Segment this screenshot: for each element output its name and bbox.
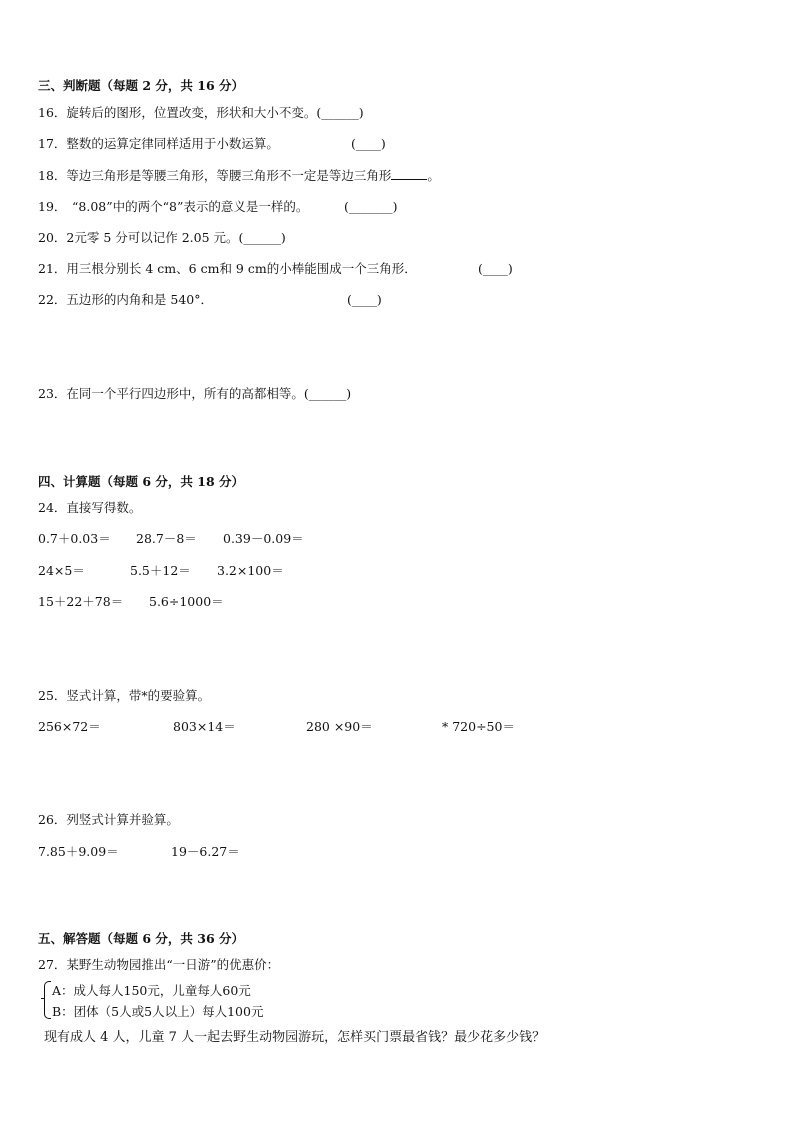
section-5-heading: 五、解答题（每题 6 分，共 36 分）: [38, 931, 245, 946]
answer-blank-suffix: 。: [427, 168, 440, 183]
answer-paren-22: (____): [347, 292, 382, 307]
question-27-title: 27．某野生动物园推出“一日游”的优惠价：: [38, 957, 280, 972]
question-22: [38, 292, 213, 308]
question-number: 22．: [38, 292, 67, 307]
question-text: 2元零 5 分可以记作 2.05 元。: [66, 230, 239, 245]
answer-paren: (______): [316, 105, 364, 120]
answer-paren: (______): [303, 386, 352, 401]
question-number: 18．: [38, 168, 67, 183]
question-16: [38, 105, 364, 121]
calc-item: 19－6.27＝: [171, 844, 240, 859]
answer-paren-21: (____): [478, 261, 513, 276]
calc-item: * 720÷50＝: [442, 719, 515, 734]
brace-tip: [41, 998, 45, 999]
question-number: 16．: [38, 105, 67, 120]
question-21: [38, 261, 417, 277]
question-number: 21．: [38, 261, 67, 276]
calc-item: 24×5＝: [38, 563, 85, 578]
option-b: B：团体（5人或5人以上）每人100元: [52, 1004, 264, 1019]
answer-blank: [391, 168, 427, 180]
question-text: 在同一个平行四边形中，所有的高都相等。: [66, 386, 304, 401]
calc-item: 28.7－8＝: [136, 531, 197, 546]
brace-icon: [44, 981, 51, 1019]
calc-item: 15＋22＋78＝: [38, 594, 124, 609]
question-26-title: 26．列竖式计算并验算。: [38, 812, 179, 827]
question-19: [38, 199, 66, 215]
answer-paren-17: (____): [351, 136, 386, 151]
question-number: 20．: [38, 230, 67, 245]
answer-paren-19: (_______): [344, 199, 398, 214]
answer-paren: (______): [238, 230, 286, 245]
question-25-title: 25．竖式计算，带*的要验算。: [38, 688, 211, 703]
question-text: 用三根分别长 4 cm、6 cm和 9 cm的小棒能围成一个三角形．: [66, 261, 417, 276]
question-number: 17．: [38, 136, 67, 151]
calc-item: 256×72＝: [38, 719, 101, 734]
question-18: [38, 168, 440, 184]
calc-item: 803×14＝: [173, 719, 236, 734]
question-20: [38, 230, 286, 246]
question-24-title: 24．直接写得数。: [38, 500, 142, 515]
calc-item: 3.2×100＝: [217, 563, 284, 578]
question-17: [38, 136, 279, 152]
option-a: A：成人每人150元，儿童每人60元: [52, 983, 251, 998]
question-number: 23．: [38, 386, 67, 401]
question-text: 整数的运算定律同样适用于小数运算。: [66, 136, 279, 151]
section-4-heading: 四、计算题（每题 6 分，共 18 分）: [38, 474, 245, 489]
question-23: [38, 386, 351, 402]
question-number: 19．: [38, 199, 67, 214]
question-text-19: “8.08”中的两个“8”表示的意义是一样的。: [72, 199, 309, 214]
question-text: 等边三角形是等腰三角形，等腰三角形不一定是等边三角形: [66, 168, 392, 183]
section-3-heading: 三、判断题（每题 2 分，共 16 分）: [38, 78, 245, 93]
calc-item: 5.5＋12＝: [130, 563, 191, 578]
calc-item: 5.6÷1000＝: [149, 594, 224, 609]
question-27-text: 现有成人 4 人，儿童 7 人一起去野生动物园游玩，怎样买门票最省钱？最少花多少钱？: [44, 1030, 546, 1045]
calc-item: 0.7＋0.03＝: [38, 531, 111, 546]
question-text: 旋转后的图形，位置改变，形状和大小不变。: [66, 105, 317, 120]
question-text: 五边形的内角和是 540°．: [66, 292, 213, 307]
calc-item: 280 ×90＝: [306, 719, 373, 734]
calc-item: 0.39－0.09＝: [223, 531, 304, 546]
calc-item: 7.85＋9.09＝: [38, 844, 119, 859]
